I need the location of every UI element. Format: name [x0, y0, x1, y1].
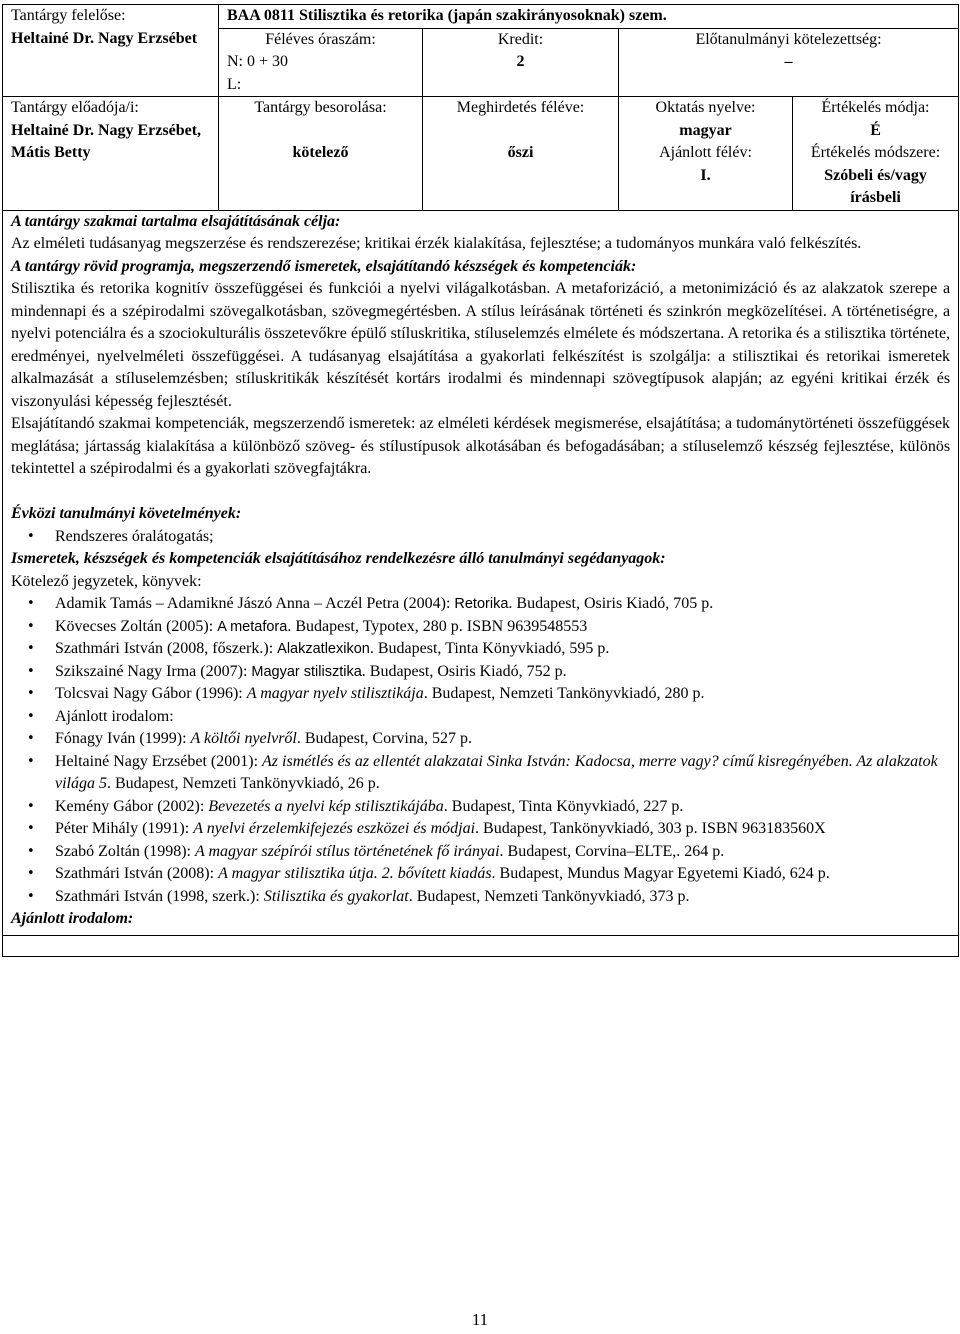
semester-label: Meghirdetés féléve: — [456, 99, 585, 116]
content-cell — [3, 210, 959, 935]
list-item — [55, 616, 950, 639]
reference-author: Kemény Gábor (2002): — [55, 797, 209, 815]
reference-title: A magyar nyelv stilisztikája — [246, 685, 424, 702]
content-row — [3, 210, 959, 935]
reference-publisher: . Budapest, Tinta Könyvkiadó, 595 p. — [369, 640, 610, 657]
lecturer-row — [3, 97, 959, 211]
requirements-list — [11, 526, 950, 549]
credit-label: Kredit: — [497, 30, 544, 48]
materials-heading: Ismeretek, készségek és kompetenciák elsajátításához rendelkezésre álló tanulmányi segédanyagok: — [11, 550, 666, 567]
prereq-cell — [619, 28, 959, 97]
method-value: Szóbeli és/vagy írásbeli — [824, 166, 927, 206]
hours-cell — [219, 28, 423, 97]
reference-author: Szathmári István (1998, szerk.): — [55, 887, 264, 905]
list-item — [55, 818, 950, 841]
reference-publisher: . Budapest, Osiris Kiadó, 752 p. — [361, 662, 567, 680]
goal-heading: A tantárgy szakmai tartalma elsajátításának célja: — [11, 212, 341, 230]
mandatory-label: Kötelező jegyzetek, könyvek: — [11, 572, 202, 590]
reference-author: Ajánlott irodalom: — [55, 707, 174, 725]
list-item — [55, 796, 950, 819]
goal-text: Az elméleti tudásanyag megszerzése és rendszerezése; kritikai érzék kialakítása, fejlesztése; a tudományos munkára való felkészítés. — [11, 235, 862, 252]
recommended-semester-value: I. — [700, 166, 711, 184]
hours-n: N: 0 + 30 — [227, 53, 289, 70]
semester-cell — [423, 97, 619, 211]
reference-author: Péter Mihály (1991): — [55, 820, 194, 837]
empty-cell — [3, 935, 959, 956]
reference-publisher: . Budapest, Typotex, 280 p. ISBN 9639548553 — [287, 617, 588, 635]
reference-title: Alakzatlexikon — [277, 641, 370, 657]
program-heading: A tantárgy rövid programja, megszerzendő ismeretek, elsajátítandó készségek és kompetenciák: — [11, 257, 637, 275]
course-title: BAA 0811 Stilisztika és retorika (japán szakirányosoknak) szem. — [219, 5, 959, 29]
reference-publisher: . Budapest, Tankönyvkiadó, 303 p. ISBN 963183560X — [475, 820, 826, 837]
classification-cell — [219, 97, 423, 211]
reference-author: Szathmári István (2008): — [55, 865, 219, 882]
method-label: Értékelés módszere: — [810, 144, 941, 161]
reference-publisher: . Budapest, Corvina, 527 p. — [296, 730, 472, 747]
responsible-name: Heltainé Dr. Nagy Erzsébet — [11, 29, 198, 47]
lecturer-label: Tantárgy előadója/i: — [11, 99, 139, 116]
reference-publisher: . Budapest, Nemzeti Tankönyvkiadó, 280 p. — [423, 685, 705, 702]
lecturer-names: Heltainé Dr. Nagy Erzsébet, Mátis Betty — [11, 121, 202, 161]
classification-label: Tantárgy besorolása: — [254, 99, 387, 116]
header-title-row — [3, 5, 959, 29]
empty-row — [3, 935, 959, 956]
reference-title: Magyar stilisztika — [251, 663, 362, 680]
credit-cell — [423, 28, 619, 97]
reference-title: A költői nyelvről — [190, 730, 297, 747]
list-item — [55, 638, 950, 661]
language-cell — [619, 97, 793, 211]
assessment-label: Értékelés módja: — [821, 99, 930, 116]
list-item — [55, 863, 950, 886]
list-item: • Rendszeres óralátogatás; — [55, 526, 950, 549]
reference-publisher: . Budapest, Osiris Kiadó, 705 p. — [508, 595, 714, 612]
list-item — [55, 593, 950, 616]
page-number: 11 — [471, 1310, 489, 1329]
credit-value: 2 — [516, 53, 525, 70]
reference-author: Heltainé Nagy Erzsébet (2001): — [55, 752, 263, 770]
reference-author: Fónagy Iván (1999): — [55, 730, 191, 747]
list-item — [55, 751, 950, 796]
recommended-label: Ajánlott irodalom: — [11, 910, 134, 927]
program-text-2: Elsajátítandó szakmai kompetenciák, megszerzendő ismeretek: az elméleti kérdések megismerése, elsajátítása; a tudománytörténeti összefüggések meglátása; jártasság kialakítása a különböző szöveg- és stílustípusok alkotásában és befogadásában; a stíluselemző készség fejlesztése, különös tekintettel a szépirodalmi és a gyakorlati szövegfajtákra. — [11, 415, 951, 477]
reference-author: Adamik Tamás – Adamikné Jászó Anna – Aczél Petra (2004): — [55, 595, 455, 612]
reference-publisher: . Budapest, Mundus Magyar Egyetemi Kiadó, 624 p. — [491, 865, 830, 882]
prereq-label: Előtanulmányi kötelezettség: — [695, 30, 882, 48]
list-item — [55, 661, 950, 684]
hours-label: Féléves óraszám: — [265, 30, 376, 48]
semester-value: őszi — [507, 144, 534, 161]
recommended-semester-label: Ajánlott félév: — [659, 144, 752, 161]
lecturer-cell — [3, 97, 219, 211]
prereq-value: – — [784, 53, 793, 70]
reference-title: A magyar szépírói stílus történetének fő irányai — [194, 842, 500, 860]
requirements-heading: Évközi tanulmányi követelmények: — [11, 505, 242, 522]
reference-publisher: . Budapest, Nemzeti Tankönyvkiadó, 26 p. — [107, 775, 380, 792]
reference-title: Retorika — [454, 596, 509, 612]
reference-title: A nyelvi érzelemkifejezés eszközei és módjai — [193, 820, 476, 837]
assessment-value: É — [870, 121, 881, 139]
syllabus-table — [2, 4, 959, 957]
reference-author: Kövecses Zoltán (2005): — [55, 617, 218, 635]
syllabus-page — [2, 4, 958, 957]
assessment-cell — [793, 97, 959, 211]
reference-title: Stilisztika és gyakorlat — [263, 887, 409, 905]
language-value: magyar — [679, 121, 732, 139]
list-item — [55, 683, 950, 706]
reference-publisher: . Budapest, Tinta Könyvkiadó, 227 p. — [443, 797, 684, 815]
reference-title: A magyar stilisztika útja. 2. bővített kiadás — [218, 865, 492, 882]
responsible-cell — [3, 5, 219, 97]
hours-l: L: — [227, 75, 242, 93]
classification-value: kötelező — [292, 144, 349, 161]
list-item — [55, 886, 950, 909]
materials-list — [11, 593, 950, 908]
reference-title: Az ismétlés és az ellentét alakzatai Sinka István: Kadocsa, merre vagy? című kisregényében. Az alakzatok világa 5 — [55, 752, 938, 792]
reference-author: Szikszainé Nagy Irma (2007): — [55, 662, 252, 680]
reference-publisher: . Budapest, Nemzeti Tankönyvkiadó, 373 p. — [408, 887, 690, 905]
list-item — [55, 706, 950, 729]
reference-title: Bevezetés a nyelvi kép stilisztikájába — [208, 797, 444, 815]
language-label: Oktatás nyelve: — [655, 99, 756, 116]
program-text-1: Stilisztika és retorika kognitív összefüggései és funkciói a nyelvi világalkotásban. A metaforizáció, a metonimizáció és az alakzatok szerepe a mindennapi és a szépirodalmi szövegalkotásban, szövegmegértésben. A stílus leírásának történeti és szinkrón megközelítései. A történetiségre, a nyelvi potenciálra és a szociokulturális összetevőkre épülő stíluskritika, stíluselemzés elmélete és módszertana. A retorika és a stilisztika története, eredményei, nyelvelméleti összefüggései. A tudásanyag elsajátítása a gyakorlati felkészítést is szolgálja: a stilisztikai és retorikai ismeretek alkalmazását a stíluselemzésben; stíluskritikák készítését kortárs irodalmi és mindennapi szövegtípusok alapján; az egyéni kritikai érzék és viszonyulási képesség fejlesztését. — [11, 280, 951, 410]
list-item — [55, 841, 950, 864]
responsible-label: Tantárgy felelőse: — [11, 7, 126, 24]
list-item — [55, 728, 950, 751]
reference-author: Szabó Zoltán (1998): — [55, 842, 195, 860]
reference-author: Szathmári István (2008, főszerk.): — [55, 640, 278, 657]
reference-title: A metafora — [217, 618, 288, 635]
reference-publisher: . Budapest, Corvina–ELTE,. 264 p. — [499, 842, 725, 860]
reference-author: Tolcsvai Nagy Gábor (1996): — [55, 685, 247, 702]
